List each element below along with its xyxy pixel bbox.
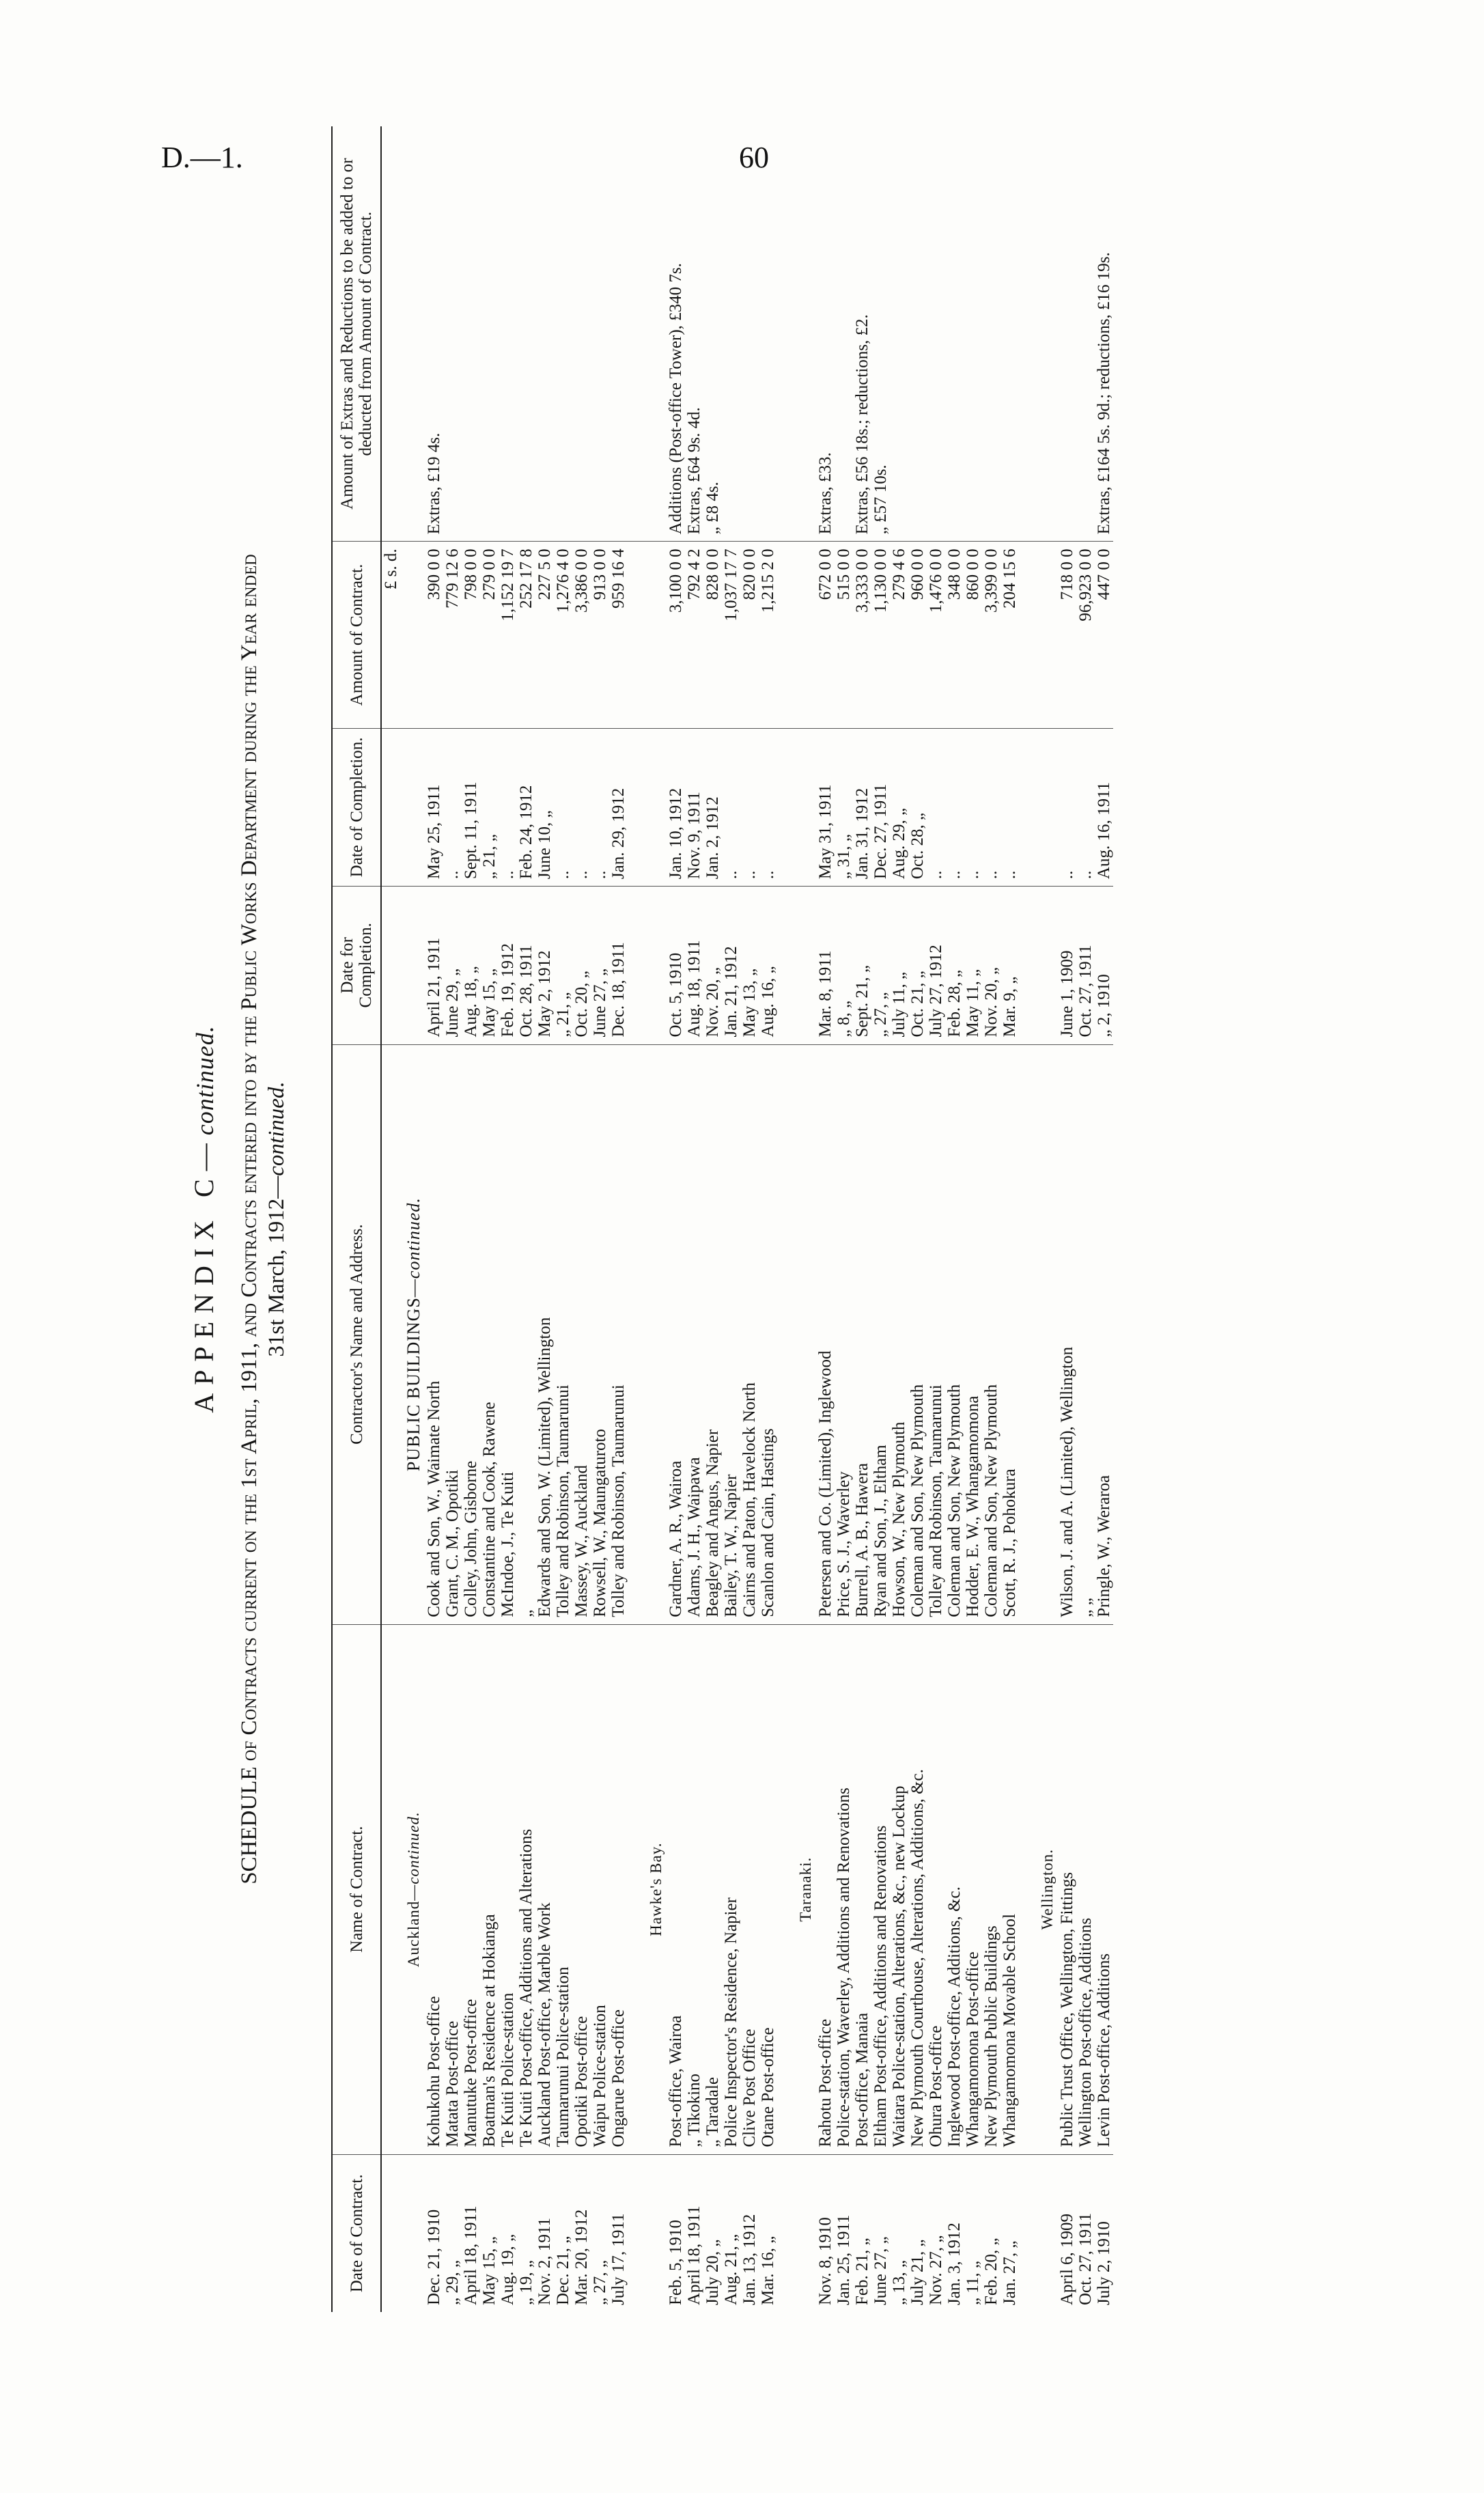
cell-extras [759,126,777,542]
cell-amount: 913 0 0 [591,542,609,728]
cell-amount: 1,130 0 0 [871,542,890,728]
table-row [853,126,871,2312]
cell-extras [480,126,499,542]
cell-date-for-completion: Mar. 8, 1911 [816,887,835,1044]
cell-date-of-completion: .. [591,728,609,886]
cell-date-of-completion: .. [740,728,759,886]
cell-name: Boatman's Residence at Hokianga [480,1624,499,2154]
cell-extras: „ £8 4s. [703,126,722,542]
col-date-for-completion: Date for Completion. [332,887,381,1044]
cell-name: New Plymouth Public Buildings [982,1624,1000,2154]
cell-extras [908,126,927,542]
cell-amount: 792 4 2 [685,542,703,728]
cell-extras [591,126,609,542]
region-heading-row [643,126,667,2312]
cell-extras [517,126,535,542]
subhead-cont: continued. [404,1197,423,1279]
cell-date-for-completion: May 2, 1912 [535,887,554,1044]
cell-amount: 96,923 0 0 [1076,542,1095,728]
cell-date: „ 19, „ [517,2260,535,2305]
cell-date-of-completion: Aug. 29, „ [890,728,908,886]
cell-date-for-completion: July 11, „ [890,887,908,1044]
cell-extras [572,126,591,542]
cell-name: Inglewood Post-office, Additions, &c. [945,1624,964,2154]
cell-date-for-completion: June 27, „ [591,887,609,1044]
cell-contractor: McIndoe, J., Te Kuiti [499,1044,517,1624]
cell-amount: 959 16 4 [609,542,628,728]
cell-extras [1076,126,1095,542]
cell-date: July 17, 1911 [609,2213,628,2305]
cell-date-for-completion: Oct. 27, 1911 [1076,887,1095,1044]
col-date-of-contract: Date of Contract. [332,2154,381,2312]
cell-contractor: Scott, R. J., Pohokura [1000,1044,1019,1624]
table-row [1000,126,1019,2312]
cell-date-of-completion: .. [722,728,740,886]
cell-date-of-completion: May 31, 1911 [816,728,835,886]
cell-contractor: Tolley and Robinson, Taumarunui [554,1044,572,1624]
cell-amount: 204 15 6 [1000,542,1019,728]
table-row [703,126,722,2312]
cell-name: Matata Post-office [443,1624,462,2154]
cell-extras [964,126,982,542]
cell-date-of-completion: .. [982,728,1000,886]
table-row [425,126,443,2312]
cell-date-of-completion: .. [572,728,591,886]
cell-amount: 447 0 0 [1095,542,1113,728]
section-spacer [1019,126,1034,2312]
table-row [722,126,740,2312]
cell-date: Aug. 21, „ [722,2233,740,2305]
table-row [572,126,591,2312]
cell-date-for-completion: „ 8, „ [835,887,853,1044]
table-row [517,126,535,2312]
cell-date-for-completion: Oct. 5, 1910 [667,887,685,1044]
cell-date-of-completion: „ 21, „ [480,728,499,886]
cell-contractor: Price, S. J., Waverley [835,1044,853,1624]
cell-date: Jan. 13, 1912 [740,2214,759,2305]
cell-date-of-completion: Oct. 28, „ [908,728,927,886]
cell-date: April 18, 1911 [462,2205,480,2305]
table-row [443,126,462,2312]
cell-amount: 3,386 0 0 [572,542,591,728]
cell-date-of-completion: June 10, „ [535,728,554,886]
cell-name: Clive Post Office [740,1624,759,2154]
cell-date: July 2, 1910 [1095,2221,1113,2305]
cell-extras [722,126,740,542]
cell-extras [945,126,964,542]
cell-contractor: Petersen and Co. (Limited), Inglewood [816,1044,835,1624]
cell-date: Dec. 21, 1910 [425,2209,443,2305]
cell-amount: 779 12 6 [443,542,462,728]
subhead: PUBLIC BUILDINGS— [404,1279,423,1472]
cell-amount: 960 0 0 [908,542,927,728]
col-contractor: Contractor's Name and Address. [332,1044,381,1624]
cell-amount: 1,215 2 0 [759,542,777,728]
table-row [535,126,554,2312]
col-extras: Amount of Extras and Reductions to be added to or deducted from Amount of Contract. [332,126,381,542]
cell-date-of-completion: .. [554,728,572,886]
cell-date: Aug. 19, „ [499,2233,517,2305]
appendix-title [188,106,220,2332]
cell-date-for-completion: Nov. 20, „ [982,887,1000,1044]
cell-extras: Extras, £56 18s.; reductions, £2. [853,126,871,542]
cell-name: New Plymouth Courthouse, Alterations, Additions, &c. [908,1624,927,2154]
cell-date-for-completion: Aug. 18, 1911 [685,887,703,1044]
cell-contractor: Massey, W., Auckland [572,1044,591,1624]
cell-date-for-completion: Feb. 28, „ [945,887,964,1044]
cell-date-for-completion: „ 21, „ [554,887,572,1044]
schedule-line-2 [263,133,290,2305]
cell-name: Te Kuiti Police-station [499,1624,517,2154]
cell-date-of-completion: „ 31, „ [835,728,853,886]
table-row [1095,126,1113,2312]
cell-amount: 3,100 0 0 [667,542,685,728]
cell-date: July 21, „ [908,2239,927,2305]
cell-amount: 1,152 19 7 [499,542,517,728]
cell-date: July 20, „ [703,2239,722,2305]
cell-date: June 27, „ [871,2236,890,2305]
cell-date: May 15, „ [480,2236,499,2305]
cell-date-of-completion: .. [964,728,982,886]
table-row [1058,126,1076,2312]
table-row [927,126,945,2312]
cell-date: Nov. 2, 1911 [535,2217,554,2305]
table-row [871,126,890,2312]
cell-extras [499,126,517,542]
cell-name: Ongarue Post-office [609,1624,628,2154]
cell-contractor: Hodder, E. W., Whangamomona [964,1044,982,1624]
cell-name: Whangamomona Movable School [1000,1624,1019,2154]
cell-extras: Extras, £64 9s. 4d. [685,126,703,542]
cell-contractor: „ „ [1076,1044,1095,1624]
cell-contractor: Rowsell, W., Maungaturoto [591,1044,609,1624]
cell-contractor: Gardner, A. R., Wairoa [667,1044,685,1624]
cell-contractor: Coleman and Son, New Plymouth [945,1044,964,1624]
section-spacer [777,126,792,2312]
cell-contractor: Pringle, W., Weraroa [1095,1044,1113,1624]
cell-amount: 1,476 0 0 [927,542,945,728]
cell-amount: 227 5 0 [535,542,554,728]
cell-date-of-completion: Jan. 29, 1912 [609,728,628,886]
cell-date: Feb. 21, „ [853,2238,871,2305]
cell-date-for-completion: May 11, „ [964,887,982,1044]
cell-amount: 860 0 0 [964,542,982,728]
cell-contractor: Colley, John, Gisborne [462,1044,480,1624]
cell-contractor: „ [517,1044,535,1624]
cell-contractor: Scanlon and Cain, Hastings [759,1044,777,1624]
table-body [381,126,1113,2312]
cell-date-for-completion: June 1, 1909 [1058,887,1076,1044]
cell-name: Ohura Post-office [927,1624,945,2154]
col-name-of-contract: Name of Contract. [332,1624,381,2154]
cell-date-of-completion: Jan. 10, 1912 [667,728,685,886]
cell-amount: 1,276 4 0 [554,542,572,728]
table-header-row [332,126,381,2312]
cell-amount: 798 0 0 [462,542,480,728]
cell-name: Post-office, Wairoa [667,1624,685,2154]
rotated-schedule [167,106,1484,2332]
cell-amount: 390 0 0 [425,542,443,728]
cell-amount: 515 0 0 [835,542,853,728]
cell-amount: 718 0 0 [1058,542,1076,728]
table-row [554,126,572,2312]
cell-extras: „ £57 10s. [871,126,890,542]
cell-date: „ 11, „ [964,2260,982,2305]
cell-extras: Extras, £164 5s. 9d.; reductions, £16 19s. [1095,126,1113,542]
table-row [499,126,517,2312]
cell-contractor: Burrell, A. B., Hawera [853,1044,871,1624]
cell-amount: 3,333 0 0 [853,542,871,728]
cell-contractor: Grant, C. M., Opotiki [443,1044,462,1624]
cell-name: Rahotu Post-office [816,1624,835,2154]
cell-name: Te Kuiti Post-office, Additions and Alterations [517,1624,535,2154]
table-row [982,126,1000,2312]
cell-name: Eltham Post-office, Additions and Renovations [871,1624,890,2154]
cell-date-for-completion: Dec. 18, 1911 [609,887,628,1044]
table-row [890,126,908,2312]
page-number: 60 [739,141,769,174]
cell-name: Waitara Police-station, Alterations, &c., new Lockup [890,1624,908,2154]
table-row [759,126,777,2312]
col-amount: Amount of Contract. [332,542,381,728]
cell-date-of-completion: .. [1000,728,1019,886]
cell-extras [835,126,853,542]
cell-date-of-completion: .. [927,728,945,886]
cell-extras [927,126,945,542]
cell-extras: Extras, £19 4s. [425,126,443,542]
cell-extras [609,126,628,542]
cell-date-for-completion: Aug. 18, „ [462,887,480,1044]
cell-date-of-completion: .. [945,728,964,886]
cell-name: „ Tikokino [685,1624,703,2154]
cell-contractor: Beagley and Angus, Napier [703,1044,722,1624]
region-heading-row [1034,126,1058,2312]
cell-extras [982,126,1000,542]
cell-contractor: Adams, J. H., Waipawa [685,1044,703,1624]
page-reference: D.—1. [161,141,243,174]
table-row [740,126,759,2312]
cell-amount: 1,037 17 7 [722,542,740,728]
region-name: Taranaki. [797,1856,814,1922]
cell-amount: 279 0 0 [480,542,499,728]
currency-row [381,126,400,2312]
cell-name: Public Trust Office, Wellington, Fittings [1058,1624,1076,2154]
cell-date-for-completion: Oct. 20, „ [572,887,591,1044]
table-row [945,126,964,2312]
cell-contractor: Edwards and Son, W. (Limited), Wellington [535,1044,554,1624]
cell-contractor: Coleman and Son, New Plymouth [908,1044,927,1624]
cell-date-for-completion: „ 27, „ [871,887,890,1044]
cell-name: Auckland Post-office, Marble Work [535,1624,554,2154]
appendix-title-cont: continued. [191,1025,219,1136]
col-date-of-completion: Date of Completion. [332,728,381,886]
schedule-line-1: SCHEDULE of Contracts current on the 1st April, 1911, and Contracts entered into by the Public Works Department during the Year ended [237,554,262,1884]
region-name: Wellington. [1039,1848,1056,1930]
table-row [816,126,835,2312]
region-name-cont: continued. [405,1811,422,1884]
cell-extras [740,126,759,542]
cell-extras: Additions (Post-office Tower), £340 7s. [667,126,685,542]
table-row [1076,126,1095,2312]
cell-name: Post-office, Manaia [853,1624,871,2154]
cell-date-of-completion: .. [1058,728,1076,886]
cell-amount: 252 17 8 [517,542,535,728]
cell-date-of-completion: .. [759,728,777,886]
cell-date: Feb. 20, „ [982,2238,1000,2305]
region-heading-row [400,126,425,2312]
cell-contractor: Tolley and Robinson, Taumarunui [927,1044,945,1624]
cell-amount: 828 0 0 [703,542,722,728]
cell-contractor: Coleman and Son, New Plymouth [982,1044,1000,1624]
cell-date: April 18, 1911 [685,2205,703,2305]
cell-amount: 348 0 0 [945,542,964,728]
cell-name: Police-station, Waverley, Additions and Renovations [835,1624,853,2154]
cell-date-for-completion: Aug. 16, „ [759,887,777,1044]
cell-name: Waipu Police-station [591,1624,609,2154]
table-row [835,126,853,2312]
cell-contractor: Cairns and Paton, Havelock North [740,1044,759,1624]
cell-date-for-completion: Jan. 21, 1912 [722,887,740,1044]
cell-date: Feb. 5, 1910 [667,2220,685,2305]
cell-date: Jan. 27, „ [1000,2240,1019,2305]
cell-date: „ 13, „ [890,2260,908,2305]
schedule-line-2-cont: continued. [264,1081,289,1176]
cell-date: Jan. 25, 1911 [835,2214,853,2305]
cell-contractor: Constantine and Cook, Rawene [480,1044,499,1624]
cell-date-for-completion: May 15, „ [480,887,499,1044]
section-spacer [628,126,643,2312]
region-name: Auckland— [405,1884,422,1968]
cell-extras [443,126,462,542]
cell-name: Taumarunui Police-station [554,1624,572,2154]
cell-extras: Extras, £33. [816,126,835,542]
cell-amount: 820 0 0 [740,542,759,728]
cell-date-for-completion: „ 2, 1910 [1095,887,1113,1044]
cell-date: April 6, 1909 [1058,2213,1076,2305]
cell-date-for-completion: Oct. 21, „ [908,887,927,1044]
cell-date-of-completion: Sept. 11, 1911 [462,728,480,886]
table-row [591,126,609,2312]
cell-contractor: Tolley and Robinson, Taumarunui [609,1044,628,1624]
cell-contractor: Howson, W., New Plymouth [890,1044,908,1624]
region-name: Hawke's Bay. [647,1842,664,1936]
table-row [908,126,927,2312]
cell-contractor: Cook and Son, W., Waimate North [425,1044,443,1624]
cell-date-for-completion: Mar. 9, „ [1000,887,1019,1044]
cell-amount: 672 0 0 [816,542,835,728]
cell-date-of-completion: .. [1076,728,1095,886]
cell-name: Police Inspector's Residence, Napier [722,1624,740,2154]
cell-name: Levin Post-office, Additions [1095,1624,1113,2154]
cell-extras [535,126,554,542]
table-row [462,126,480,2312]
cell-extras [1000,126,1019,542]
cell-date-of-completion: May 25, 1911 [425,728,443,886]
currency-header: £ s. d. [381,542,400,728]
cell-date-of-completion: Nov. 9, 1911 [685,728,703,886]
cell-contractor: Ryan and Son, J., Eltham [871,1044,890,1624]
cell-date-of-completion: Feb. 24, 1912 [517,728,535,886]
cell-extras [1058,126,1076,542]
cell-date-for-completion: May 13, „ [740,887,759,1044]
cell-amount: 3,399 0 0 [982,542,1000,728]
cell-date-for-completion: April 21, 1911 [425,887,443,1044]
cell-name: Manutuke Post-office [462,1624,480,2154]
cell-date: Oct. 27, 1911 [1076,2212,1095,2305]
cell-date: „ 29, „ [443,2260,462,2305]
cell-date-of-completion: Dec. 27, 1911 [871,728,890,886]
cell-date-for-completion: Sept. 21, „ [853,887,871,1044]
contracts-table [331,126,1113,2312]
cell-date: Jan. 3, 1912 [945,2223,964,2305]
cell-name: Otane Post-office [759,1624,777,2154]
table-row [964,126,982,2312]
cell-date-for-completion: Nov. 20, „ [703,887,722,1044]
cell-date: Mar. 16, „ [759,2236,777,2305]
schedule-heading [236,133,290,2305]
cell-name: Opotiki Post-office [572,1624,591,2154]
cell-date-of-completion: Jan. 2, 1912 [703,728,722,886]
table-row [667,126,685,2312]
cell-contractor: Bailey, T. W., Napier [722,1044,740,1624]
cell-date-of-completion: .. [443,728,462,886]
cell-name: „ Taradale [703,1624,722,2154]
cell-date-for-completion: July 27, 1912 [927,887,945,1044]
cell-amount: 279 4 6 [890,542,908,728]
cell-name: Kohukohu Post-office [425,1624,443,2154]
cell-date-of-completion: .. [499,728,517,886]
cell-contractor: Wilson, J. and A. (Limited), Wellington [1058,1044,1076,1624]
cell-date: Nov. 27, „ [927,2235,945,2305]
cell-date: Mar. 20, 1912 [572,2209,591,2305]
cell-extras [890,126,908,542]
table-row [480,126,499,2312]
cell-date-for-completion: Feb. 19, 1912 [499,887,517,1044]
cell-name: Wellington Post-office, Additions [1076,1624,1095,2154]
appendix-title-text: APPENDIX C— [188,1135,219,1413]
schedule-line-2-text: 31st March, 1912— [264,1175,289,1357]
cell-date: „ 27, „ [591,2260,609,2305]
cell-date: Nov. 8, 1910 [816,2217,835,2305]
cell-extras [462,126,480,542]
table-row [609,126,628,2312]
cell-date-of-completion: Jan. 31, 1912 [853,728,871,886]
cell-date-of-completion: Aug. 16, 1911 [1095,728,1113,886]
cell-date: Dec. 21, „ [554,2236,572,2305]
cell-extras [554,126,572,542]
cell-name: Whangamomona Post-office [964,1624,982,2154]
cell-date-for-completion: June 29, „ [443,887,462,1044]
table-row [685,126,703,2312]
region-heading-row [792,126,816,2312]
cell-date-for-completion: Oct. 28, 1911 [517,887,535,1044]
